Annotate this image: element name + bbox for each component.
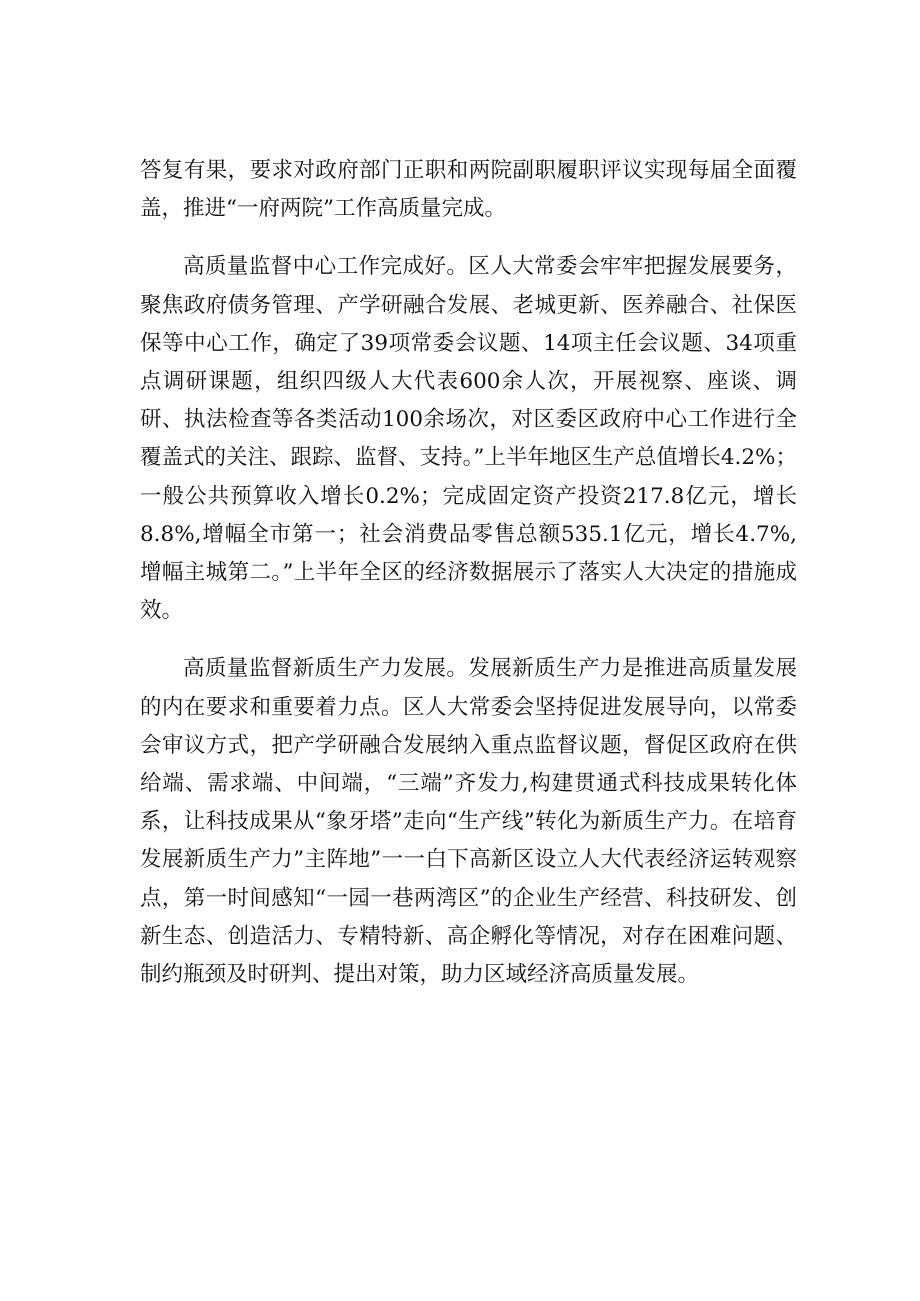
paragraph-2: 高质量监督中心工作完成好。区人大常委会牢牢把握发展要务，聚焦政府债务管理、产学研融合发展、老城更新、医养融合、社保医保等中心工作，确定了39项常委会议题、14项主任会议题、34项重点调研课题，组织四级人大代表600余人次，开展视察、座谈、调研、执法检查等各类活动100余场次，对区委区政府中心工作进行全覆盖式的关注、跟踪、监督、支持。”上半年地区生产总值增长4.2%；一般公共预算收入增长0.2%；完成固定资产投资217.8亿元，增长8.8%,增幅全市第一；社会消费品零售总额535.1亿元，增长4.7%,增幅主城第二。”上半年全区的经济数据展示了落实人大决定的措施成效。 [140,254,797,624]
document-page [140,152,797,1014]
paragraph-3: 高质量监督新质生产力发展。发展新质生产力是推进高质量发展的内在要求和重要着力点。区人大常委会坚持促进发展导向，以常委会审议方式，把产学研融合发展纳入重点监督议题，督促区政府在供给端、需求端、中间端，“三端”齐发力,构建贯通式科技成果转化体系，让科技成果从“象牙塔”走向“生产线”转化为新质生产力。在培育发展新质生产力”主阵地”一一白下高新区设立人大代表经济运转观察点，第一时间感知“一园一巷两湾区”的企业生产经营、科技研发、创新生态、创造活力、专精特新、高企孵化等情况，对存在困难问题、制约瓶颈及时研判、提出对策，助力区域经济高质量发展。 [140,656,797,988]
paragraph-1: 答复有果，要求对政府部门正职和两院副职履职评议实现每届全面覆盖，推进“一府两院”工作高质量完成。 [140,158,797,222]
